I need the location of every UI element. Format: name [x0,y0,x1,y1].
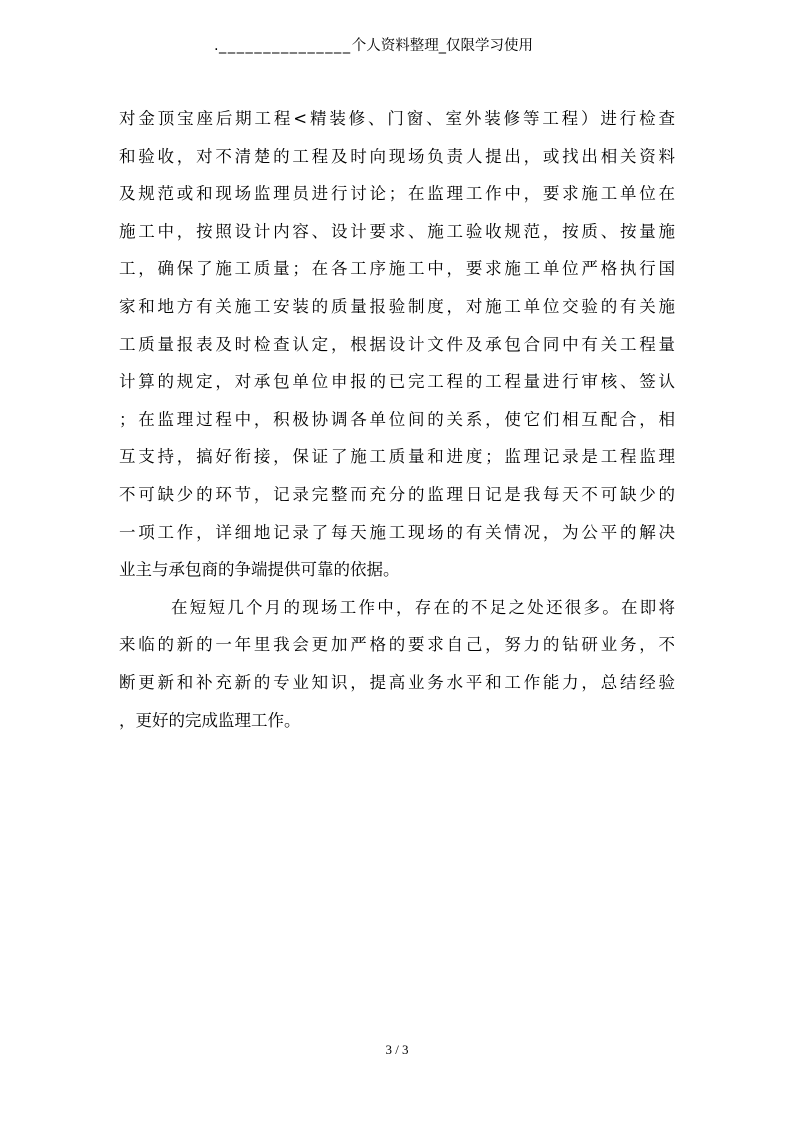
document-body [119,100,675,739]
header-text: 个人资料整理_仅限学习使用 [351,38,533,54]
paragraph-2-line: 在短短几个月的现场工作中，存在的不足之处还很多。在即将 [171,597,675,617]
paragraph-1-line: 工，确保了施工质量；在各工序施工中，要求施工单位严格执行国 [119,259,675,279]
paragraph-1-line: 施工中，按照设计内容、设计要求、施工验收规范，按质、按量施 [119,221,675,241]
paragraph-2-line: 断更新和补充新的专业知识，提高业务水平和工作能力，总结经验 [119,672,675,692]
paragraph-1-line: 不可缺少的环节，记录完整而充分的监理日记是我每天不可缺少的 [119,484,675,504]
paragraph-1-line: 业主与承包商的争端提供可靠的依据。 [119,560,400,580]
page-header [214,34,594,58]
paragraph-1-line: 家和地方有关施工安装的质量报验制度，对施工单位交验的有关施 [119,296,675,316]
paragraph-1-line: 及规范或和现场监理员进行讨论；在监理工作中，要求施工单位在 [119,184,675,204]
paragraph-1-line: 和验收，对不清楚的工程及时向现场负责人提出，或找出相关资料 [119,146,675,166]
paragraph-2-line: ，更好的完成监理工作。 [119,710,301,730]
header-underline-dashes: _______________ [219,38,352,54]
paragraph-1-line: 工质量报表及时检查认定，根据设计文件及承包合同中有关工程量 [119,334,675,354]
paragraph-2-line: 来临的新的一年里我会更加严格的要求自己，努力的钻研业务，不 [119,635,675,655]
paragraph-1-line: 计算的规定，对承包单位申报的已完工程的工程量进行审核、签认 [119,372,675,392]
page-number: 3 / 3 [385,1042,409,1057]
paragraph-1-line: 一项工作，详细地记录了每天施工现场的有关情况，为公平的解决 [119,522,675,542]
paragraph-1-line: 对金顶宝座后期工程<精装修、门窗、室外装修等工程）进行检查 [119,109,675,128]
header-lead-dot: . [214,38,219,54]
paragraph-1-line: ；在监理过程中，积极协调各单位间的关系，使它们相互配合，相 [119,409,675,429]
paragraph-1-line: 互支持，搞好衔接，保证了施工质量和进度；监理记录是工程监理 [119,447,675,467]
